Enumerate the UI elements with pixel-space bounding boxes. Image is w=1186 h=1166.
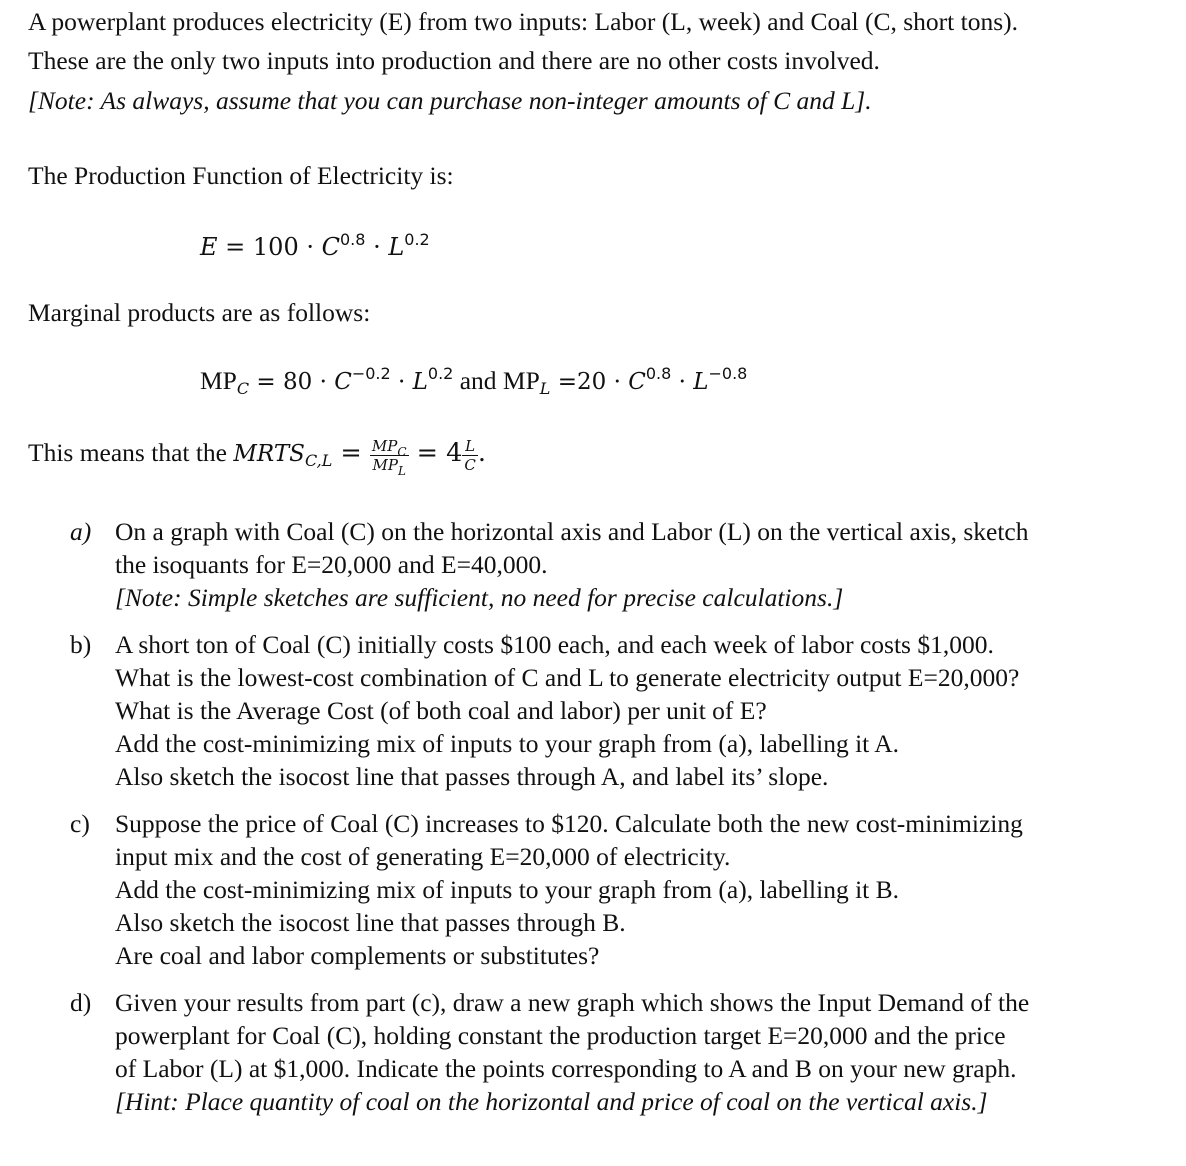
question-d-line-1: Given your results from part (c), draw a new graph which shows the Input Demand of the bbox=[115, 988, 1030, 1017]
question-b-line-1: A short ton of Coal (C) initially costs $100 each, and each week of labor costs $1,000. bbox=[115, 630, 994, 659]
question-c-label: c) bbox=[70, 809, 90, 838]
production-equation: $E = 100 \cdot C^{0.8} \cdot L^{0.2}$ bbox=[200, 230, 430, 261]
mrts-fraction: $\frac{MP_C}{MP_L}$ bbox=[371, 436, 407, 478]
question-b-line-4: Add the cost-minimizing mix of inputs to your graph from (a), labelling it A. bbox=[115, 729, 900, 758]
question-a-note: [Note: Simple sketches are sufficient, no need for precise calculations.] bbox=[115, 583, 844, 612]
question-c-line-3: Add the cost-minimizing mix of inputs to your graph from (a), labelling it B. bbox=[115, 875, 900, 904]
mrts-line: This means that the $MRTS_{C,L}$ = $\frac{MP_C}{MP_L}$ = 4 $\frac{L}{C}$ . bbox=[28, 436, 486, 478]
question-c-line-5: Are coal and labor complements or substitutes? bbox=[115, 941, 600, 970]
question-c-line-4: Also sketch the isocost line that passes through B. bbox=[115, 908, 626, 937]
marginal-equation: $MP_C = 80 \cdot C^{-0.2} \cdot L^{0.2}$ and $MP_L =20 \cdot C^{0.8} \cdot L^{-0.8}$ bbox=[200, 364, 748, 398]
question-a-label: a) bbox=[70, 517, 92, 546]
question-d-line-2: powerplant for Coal (C), holding constant the production target E=20,000 and the price bbox=[115, 1021, 1006, 1050]
mrts-ratio: $\frac{L}{C}$ bbox=[464, 436, 476, 474]
question-c-line-2: input mix and the cost of generating E=20,000 of electricity. bbox=[115, 842, 731, 871]
question-d-label: d) bbox=[70, 988, 92, 1017]
eq-E: E bbox=[200, 233, 218, 261]
question-d-line-3: of Labor (L) at $1,000. Indicate the points corresponding to A and B on your new graph. bbox=[115, 1054, 1017, 1083]
question-a-line-2: the isoquants for E=20,000 and E=40,000. bbox=[115, 550, 548, 579]
question-b-line-5: Also sketch the isocost line that passes through A, and label its’ slope. bbox=[115, 762, 829, 791]
intro-line-2: These are the only two inputs into production and there are no other costs involved. bbox=[28, 46, 880, 75]
intro-line-1: A powerplant produces electricity (E) from two inputs: Labor (L, week) and Coal (C, short tons). bbox=[28, 7, 1018, 36]
question-c-line-1: Suppose the price of Coal (C) increases to $120. Calculate both the new cost-minimizing bbox=[115, 809, 1023, 838]
question-a-line-1: On a graph with Coal (C) on the horizontal axis and Labor (L) on the vertical axis, sketch bbox=[115, 517, 1029, 546]
production-heading: The Production Function of Electricity is: bbox=[28, 161, 454, 190]
question-b-line-2: What is the lowest-cost combination of C and L to generate electricity output E=20,000? bbox=[115, 663, 1020, 692]
marginal-heading: Marginal products are as follows: bbox=[28, 298, 371, 327]
question-d-hint: [Hint: Place quantity of coal on the horizontal and price of coal on the vertical axis.] bbox=[115, 1087, 988, 1116]
question-b-label: b) bbox=[70, 630, 92, 659]
intro-note: [Note: As always, assume that you can purchase non-integer amounts of C and L]. bbox=[28, 86, 872, 115]
question-b-line-3: What is the Average Cost (of both coal and labor) per unit of E? bbox=[115, 696, 767, 725]
